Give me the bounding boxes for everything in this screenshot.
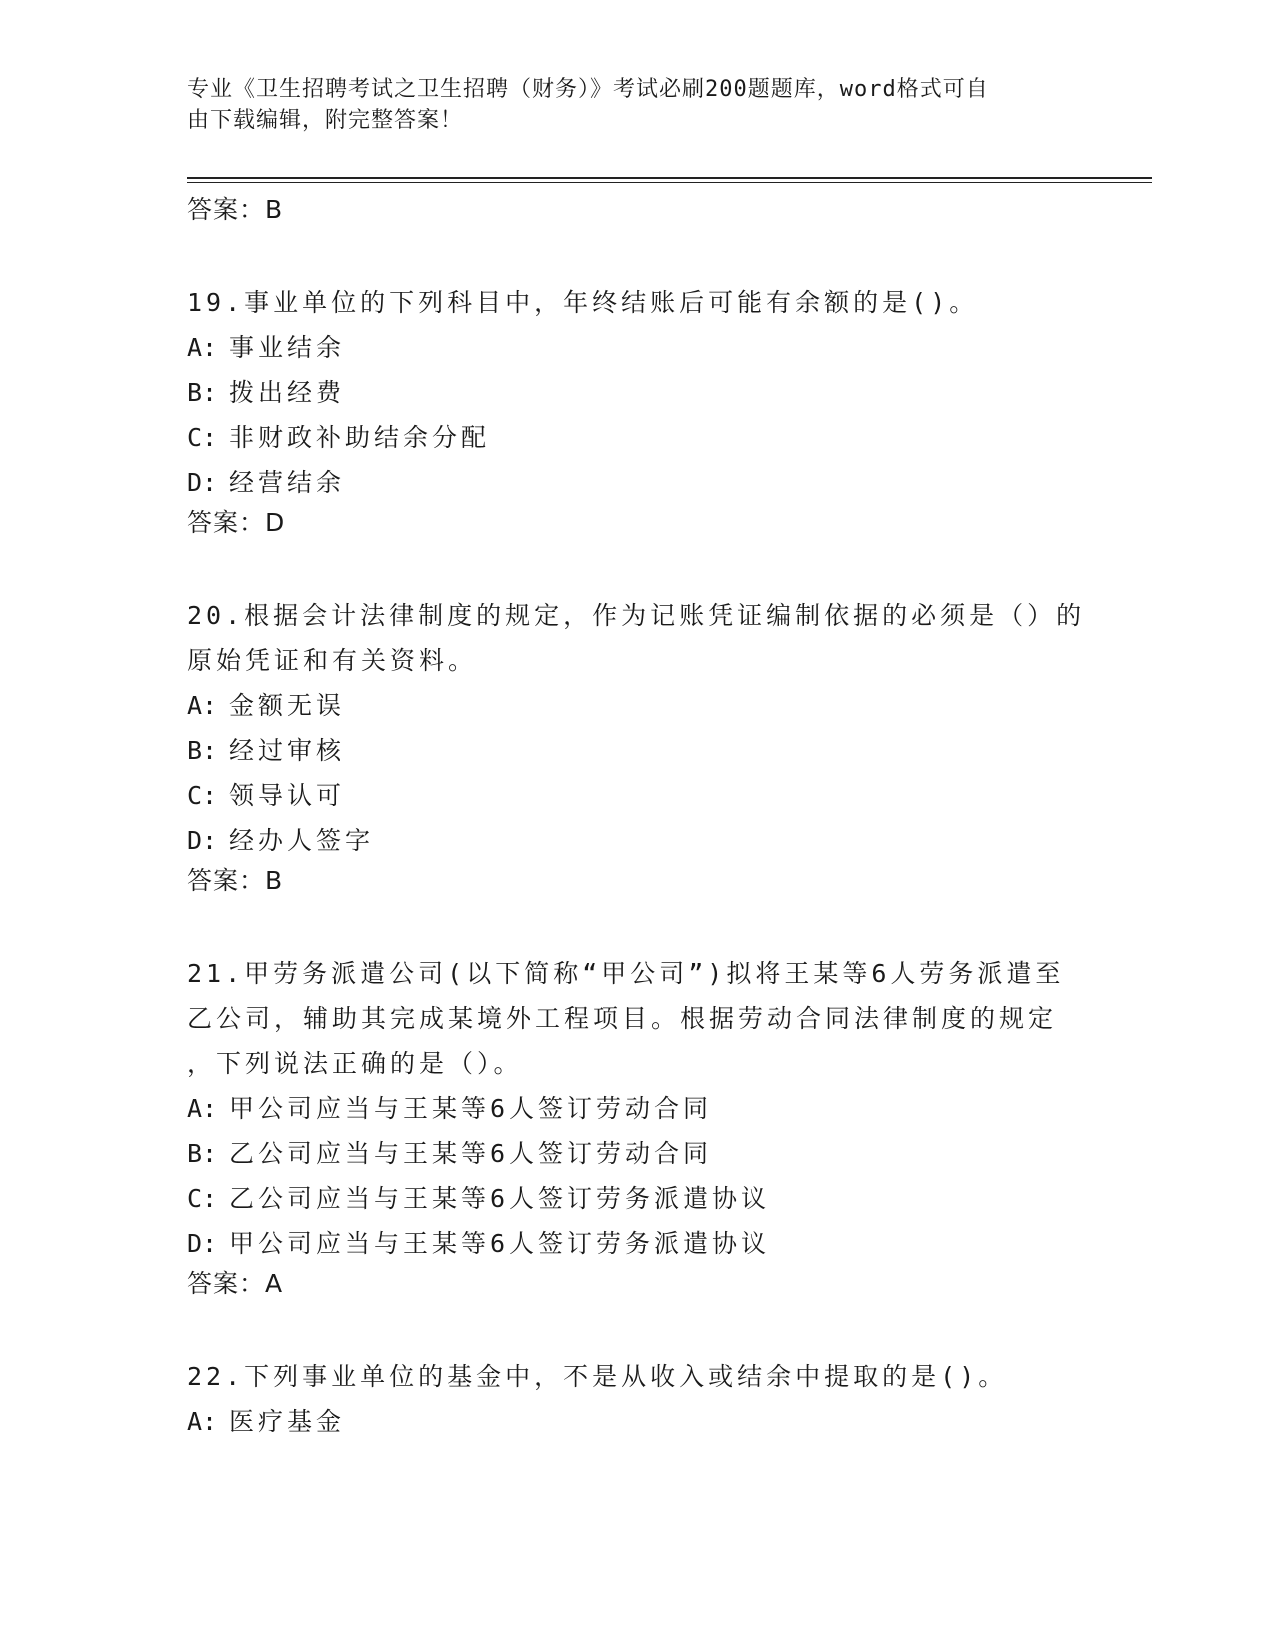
option-text: 事业结余 (229, 333, 346, 362)
answer-option (187, 728, 1087, 773)
answer-option (187, 683, 1087, 728)
answer-option (187, 415, 1087, 460)
question-block (187, 1354, 1087, 1444)
option-text: 乙公司应当与王某等6人签订劳务派遣协议 (229, 1184, 771, 1213)
header-divider-thin (187, 182, 1152, 183)
question-spacer (187, 1302, 1087, 1354)
option-letter: D: (187, 826, 218, 855)
option-text: 甲公司应当与王某等6人签订劳动合同 (229, 1094, 713, 1123)
option-letter: A: (187, 1094, 218, 1123)
option-letter: A: (187, 333, 218, 362)
option-letter: B: (187, 378, 218, 407)
question-answer: 答案：D (187, 508, 286, 537)
option-text: 经过审核 (229, 736, 346, 765)
header-line-1: 专业《卫生招聘考试之卫生招聘（财务）》考试必刷200题题库，word格式可自 (187, 77, 989, 102)
header-line-2: 由下载编辑，附完整答案！ (187, 108, 464, 133)
option-text: 经办人签字 (229, 826, 375, 855)
answer-option (187, 1176, 1087, 1221)
answer-option (187, 818, 1087, 863)
question-stem-line: 19.事业单位的下列科目中，年终结账后可能有余额的是()。 (187, 288, 979, 317)
option-text: 领导认可 (229, 781, 346, 810)
answer-option (187, 773, 1087, 818)
option-text: 金额无误 (229, 691, 346, 720)
option-letter: B: (187, 1139, 218, 1168)
question-stem-line: 原始凭证和有关资料。 (187, 646, 478, 675)
question-answer: 答案：A (187, 1269, 284, 1298)
option-letter: A: (187, 1407, 218, 1436)
option-letter: C: (187, 1184, 218, 1213)
question-block (187, 280, 1087, 541)
option-text: 甲公司应当与王某等6人签订劳务派遣协议 (229, 1229, 771, 1258)
answer-option (187, 1131, 1087, 1176)
question-stem-line: 22.下列事业单位的基金中，不是从收入或结余中提取的是()。 (187, 1362, 1008, 1391)
question-spacer (187, 541, 1087, 593)
question-content (187, 192, 1087, 1444)
question-stem-line: ，下列说法正确的是（）。 (187, 1049, 523, 1078)
header-divider-thick (187, 177, 1152, 179)
question-stem-line: 20.根据会计法律制度的规定，作为记账凭证编制依据的必须是（）的 (187, 601, 1086, 630)
question-stem-line: 乙公司，辅助其完成某境外工程项目。根据劳动合同法律制度的规定 (187, 1004, 1058, 1033)
option-letter: C: (187, 423, 218, 452)
option-text: 乙公司应当与王某等6人签订劳动合同 (229, 1139, 713, 1168)
answer-option (187, 1221, 1087, 1266)
option-letter: D: (187, 1229, 218, 1258)
option-text: 非财政补助结余分配 (229, 423, 491, 452)
question-block (187, 951, 1087, 1302)
answer-option (187, 370, 1087, 415)
answer-option (187, 1399, 1087, 1444)
question-spacer (187, 899, 1087, 951)
document-header (187, 74, 1067, 136)
question-answer: 答案：B (187, 866, 284, 895)
option-text: 医疗基金 (229, 1407, 346, 1436)
answer-option (187, 325, 1087, 370)
option-letter: B: (187, 736, 218, 765)
question-stem-line: 21.甲劳务派遣公司(以下简称“甲公司”)拟将王某等6人劳务派遣至 (187, 959, 1065, 988)
option-letter: A: (187, 691, 218, 720)
previous-answer: 答案：B (187, 195, 284, 224)
option-letter: C: (187, 781, 218, 810)
question-spacer (187, 228, 1087, 280)
option-text: 经营结余 (229, 468, 346, 497)
option-text: 拨出经费 (229, 378, 346, 407)
question-list (187, 228, 1087, 1444)
question-block (187, 593, 1087, 899)
answer-option (187, 460, 1087, 505)
option-letter: D: (187, 468, 218, 497)
answer-option (187, 1086, 1087, 1131)
